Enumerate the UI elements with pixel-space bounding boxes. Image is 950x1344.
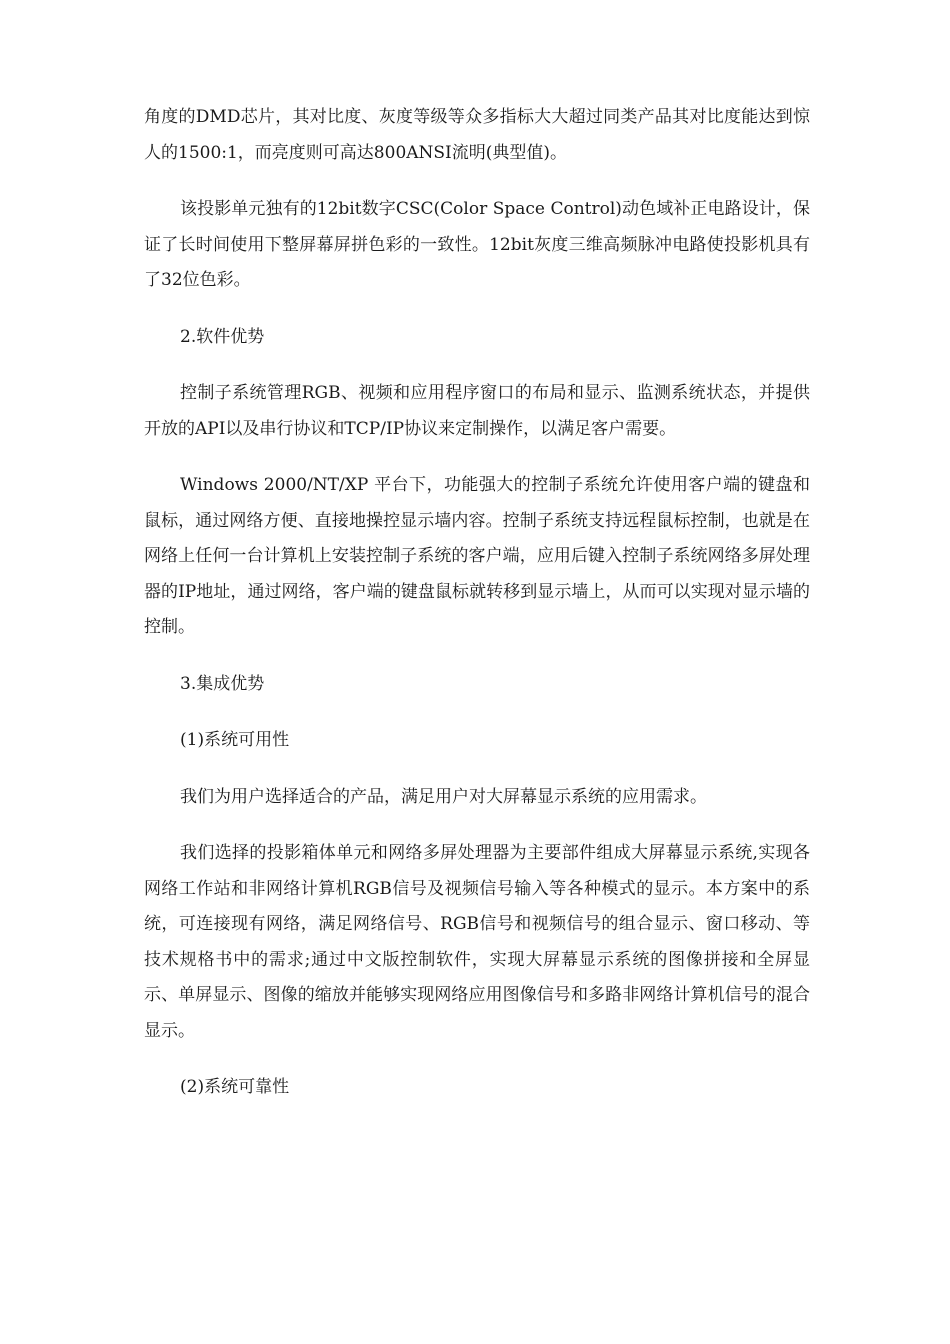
heading-system-reliability: (2)系统可靠性 [180,1077,290,1097]
paragraph-user-needs: 我们为用户选择适合的产品，满足用户对大屏幕显示系统的应用需求。 [180,786,707,807]
paragraph-windows-platform: Windows 2000/NT/XP 平台下，功能强大的控制子系统允许使用客户端的键盘和鼠标，通过网络方便、直接地操控显示墙内容。控制子系统支持远程鼠标控制，也就是在网络上任何一台计算机上安装控制子系统的客户端，应用后键入控制子系统网络多屏处理器的IP地址，通过网络，客户端的键盘鼠标就转移到显示墙上，从而可以实现对显示墙的控制。 [144,475,810,637]
heading-system-availability: (1)系统可用性 [180,730,290,750]
paragraph-csc-circuit: 该投影单元独有的12bit数字CSC(Color Space Control)动色域补正电路设计，保证了长时间使用下整屏幕屏拼色彩的一致性。12bit灰度三维高频脉冲电路使投影机具有了32位色彩。 [144,199,810,290]
heading-software-advantages: 2.软件优势 [180,326,265,347]
paragraph-dmd-chip: 角度的DMD芯片，其对比度、灰度等级等众多指标大大超过同类产品其对比度能达到惊人的1500:1，而亮度则可高达800ANSI流明(典型值)。 [144,107,810,163]
document-body [144,100,810,1127]
paragraph-system-composition: 我们选择的投影箱体单元和网络多屏处理器为主要部件组成大屏幕显示系统,实现各网络工作站和非网络计算机RGB信号及视频信号输入等各种模式的显示。本方案中的系统，可连接现有网络，满足网络信号、RGB信号和视频信号的组合显示、窗口移动、等技术规格书中的需求;通过中文版控制软件，实现大屏幕显示系统的图像拼接和全屏显示、单屏显示、图像的缩放并能够实现网络应用图像信号和多路非网络计算机信号的混合显示。 [144,843,810,1041]
heading-integration-advantages: 3.集成优势 [180,673,265,694]
paragraph-control-subsystem: 控制子系统管理RGB、视频和应用程序窗口的布局和显示、监测系统状态，并提供开放的API以及串行协议和TCP/IP协议来定制操作，以满足客户需要。 [144,383,810,439]
